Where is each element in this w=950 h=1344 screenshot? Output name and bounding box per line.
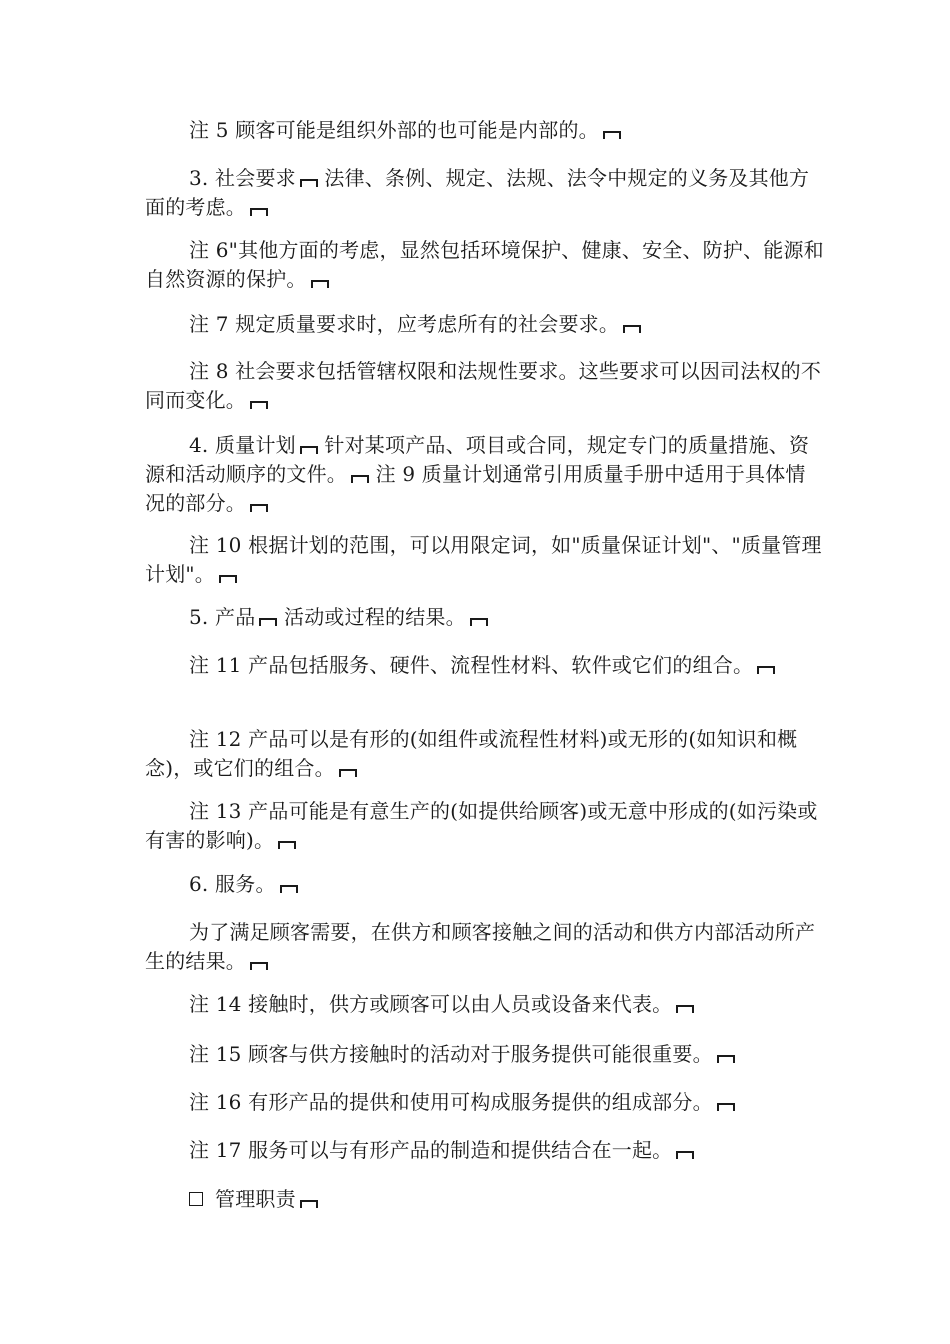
note-11-text: 注 11 产品包括服务、硬件、流程性材料、软件或它们的组合。 xyxy=(189,653,754,677)
paragraph-mark-icon xyxy=(757,666,775,674)
paragraph-mark-icon xyxy=(250,504,268,512)
term-3-definition: 法律、条例、规定、法规、法令中规定的义务及其他方面的考虑。 xyxy=(145,166,810,219)
note-12 xyxy=(145,725,825,783)
note-8-text: 注 8 社会要求包括管辖权限和法规性要求。这些要求可以因司法权的不同而变化。 xyxy=(145,359,822,412)
note-15 xyxy=(145,1040,825,1069)
paragraph-mark-icon xyxy=(339,769,357,777)
note-10-text: 注 10 根据计划的范围，可以用限定词，如"质量保证计划"、"质量管理计划"。 xyxy=(145,533,822,586)
term-4-definition: 针对某项产品、项目或合同，规定专门的质量措施、资源和活动顺序的文件。 xyxy=(145,433,810,486)
term-6-title: 6. 服务。 xyxy=(189,872,276,896)
note-17 xyxy=(145,1136,825,1165)
term-quality-plan xyxy=(145,431,825,518)
paragraph-mark-icon xyxy=(676,1151,694,1159)
paragraph-mark-icon xyxy=(278,841,296,849)
note-17-text: 注 17 服务可以与有形产品的制造和提供结合在一起。 xyxy=(189,1138,673,1162)
paragraph-mark-icon xyxy=(300,1200,318,1208)
checkbox-icon xyxy=(189,1192,203,1206)
paragraph-mark-icon xyxy=(300,446,318,454)
term-3-title: 3. 社会要求 xyxy=(189,166,296,190)
paragraph-mark-icon xyxy=(219,575,237,583)
paragraph-mark-icon xyxy=(351,475,369,483)
note-15-text: 注 15 顾客与供方接触时的活动对于服务提供可能很重要。 xyxy=(189,1042,713,1066)
paragraph-mark-icon xyxy=(623,325,641,333)
paragraph-mark-icon xyxy=(717,1055,735,1063)
section-management-responsibility xyxy=(145,1185,825,1214)
paragraph-mark-icon xyxy=(717,1103,735,1111)
paragraph-mark-icon xyxy=(250,401,268,409)
note-13 xyxy=(145,797,825,855)
term-social-requirements xyxy=(145,164,825,222)
note-8 xyxy=(145,357,825,415)
note-7-text: 注 7 规定质量要求时，应考虑所有的社会要求。 xyxy=(189,312,620,336)
term-5-definition: 活动或过程的结果。 xyxy=(284,605,466,629)
term-5-title: 5. 产品 xyxy=(189,605,256,629)
term-product xyxy=(145,603,825,632)
term-service-definition xyxy=(145,918,825,976)
paragraph-mark-icon xyxy=(250,962,268,970)
paragraph-mark-icon xyxy=(676,1005,694,1013)
note-14 xyxy=(145,990,825,1019)
note-7 xyxy=(145,310,825,339)
note-5 xyxy=(145,116,825,145)
paragraph-mark-icon xyxy=(311,280,329,288)
term-4-title: 4. 质量计划 xyxy=(189,433,296,457)
paragraph-mark-icon xyxy=(603,131,621,139)
paragraph-mark-icon xyxy=(259,618,277,626)
note-6-text: 注 6"其他方面的考虑，显然包括环境保护、健康、安全、防护、能源和自然资源的保护。 xyxy=(145,238,824,291)
term-service xyxy=(145,870,825,899)
note-10 xyxy=(145,531,825,589)
note-11 xyxy=(145,651,825,680)
note-9-text: 注 9 质量计划通常引用质量手册中适用于具体情况的部分。 xyxy=(145,462,806,515)
note-16-text: 注 16 有形产品的提供和使用可构成服务提供的组成部分。 xyxy=(189,1090,713,1114)
paragraph-mark-icon xyxy=(250,208,268,216)
note-6 xyxy=(145,236,825,294)
paragraph-mark-icon xyxy=(470,618,488,626)
paragraph-mark-icon xyxy=(280,885,298,893)
note-5-text: 注 5 顾客可能是组织外部的也可能是内部的。 xyxy=(189,118,599,142)
term-6-definition: 为了满足顾客需要，在供方和顾客接触之间的活动和供方内部活动所产生的结果。 xyxy=(145,920,816,973)
note-12-text: 注 12 产品可以是有形的(如组件或流程性材料)或无形的(如知识和概念)，或它们的组合。 xyxy=(145,727,798,780)
note-14-text: 注 14 接触时，供方或顾客可以由人员或设备来代表。 xyxy=(189,992,673,1016)
note-16 xyxy=(145,1088,825,1117)
note-13-text: 注 13 产品可能是有意生产的(如提供给顾客)或无意中形成的(如污染或有害的影响)。 xyxy=(145,799,818,852)
paragraph-mark-icon xyxy=(300,179,318,187)
section-title: 管理职责 xyxy=(215,1187,296,1211)
